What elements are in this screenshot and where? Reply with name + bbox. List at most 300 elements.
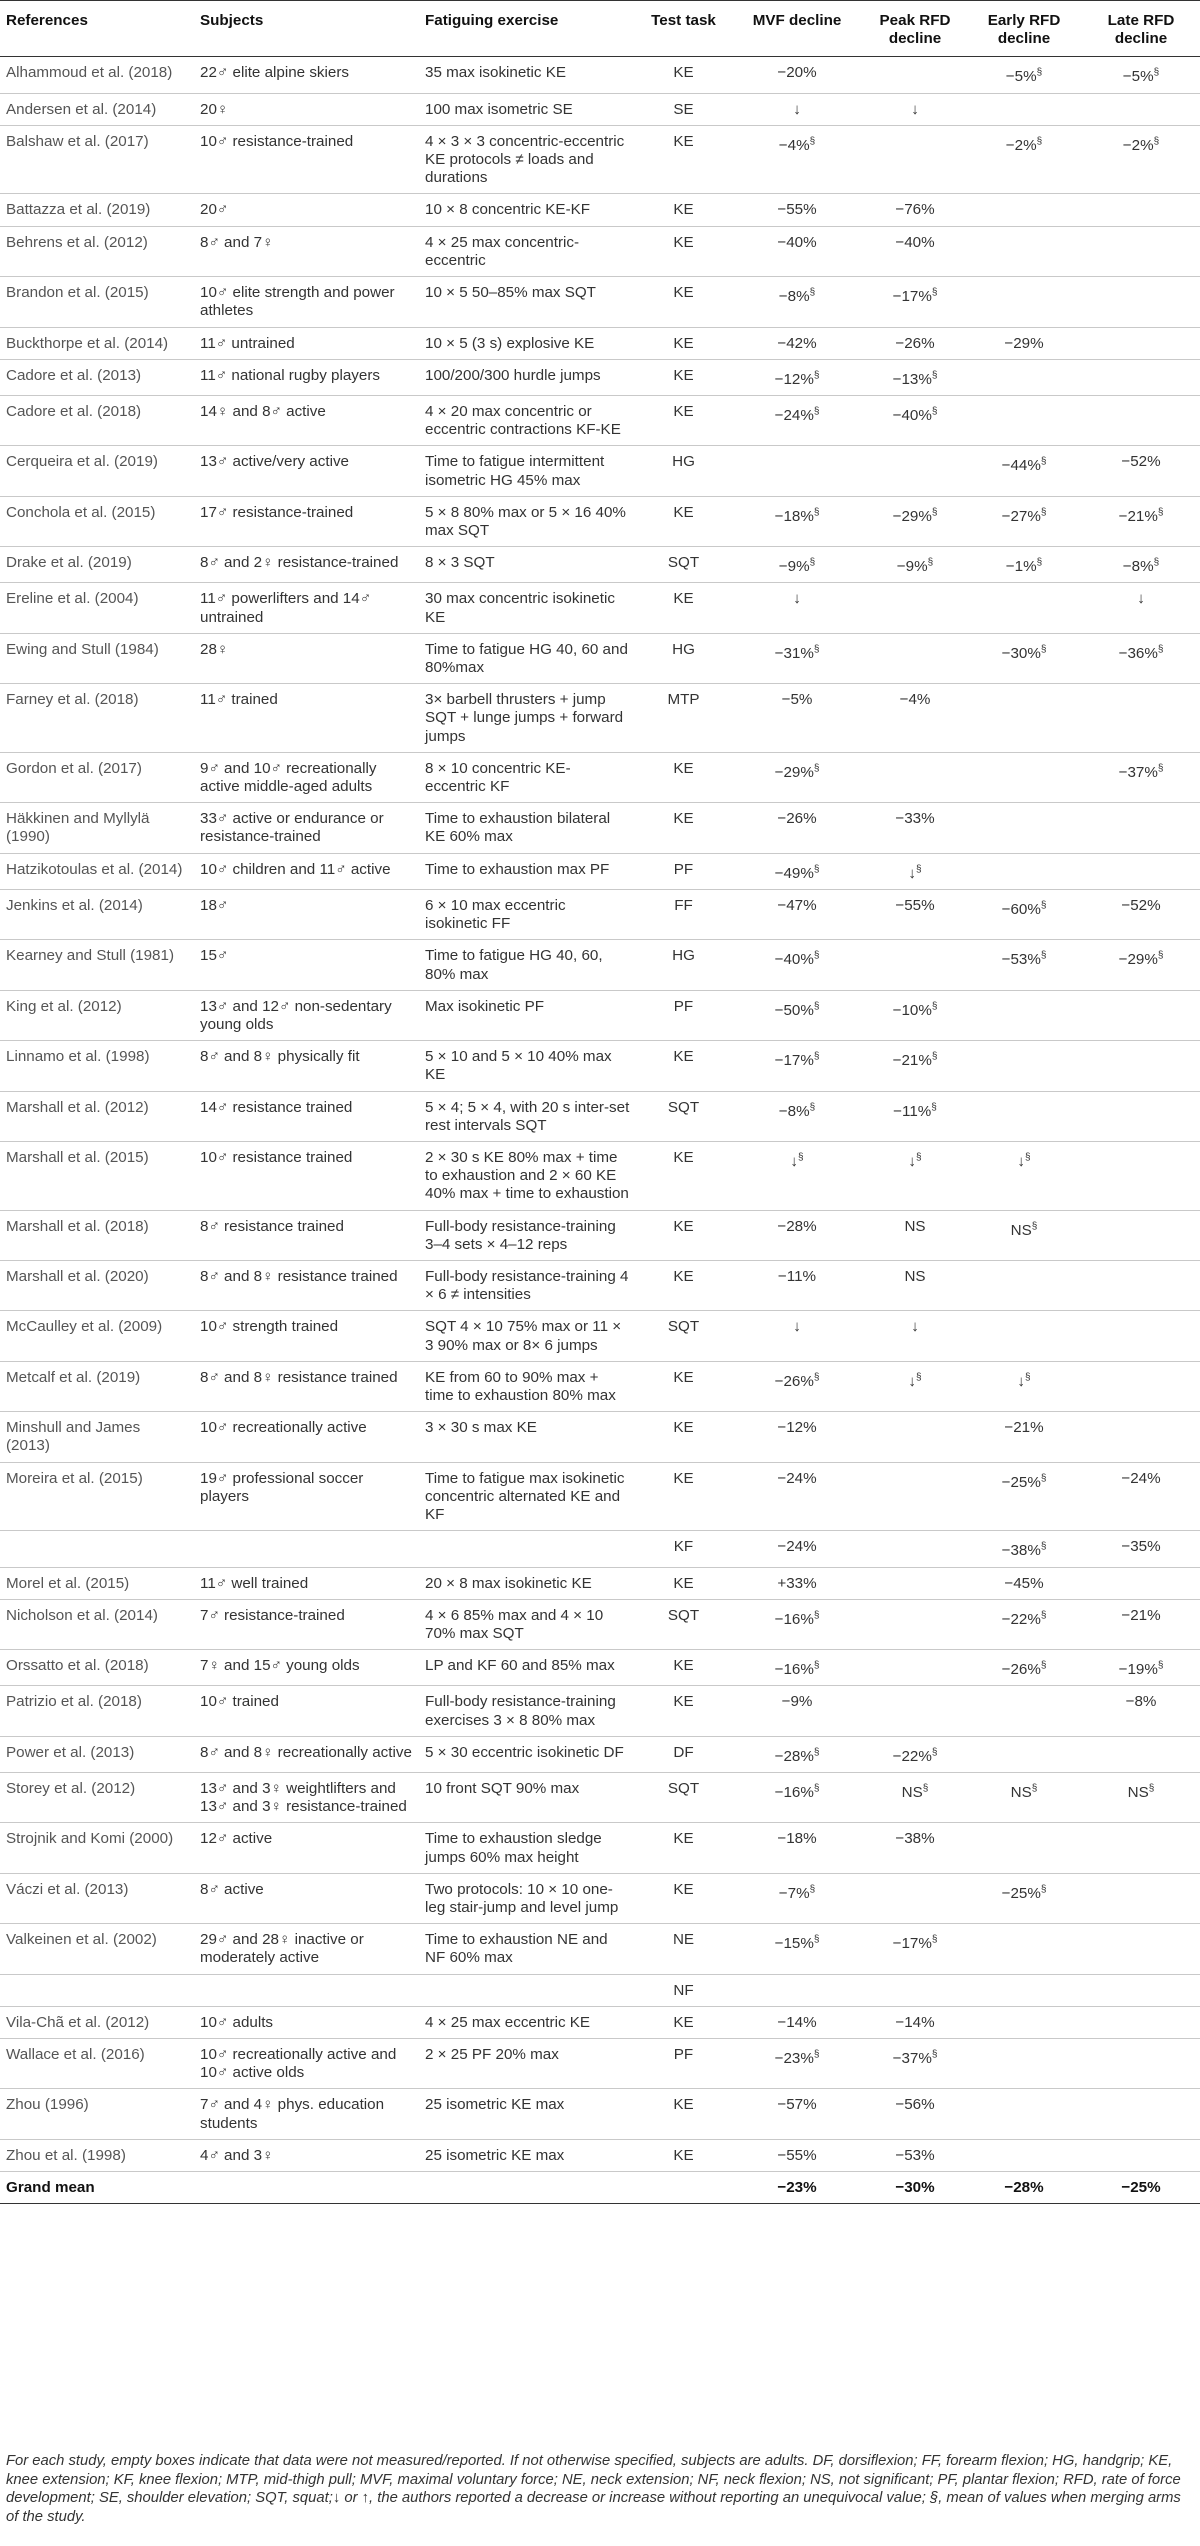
exercise-cell: 2 × 30 s KE 80% max + time to exhaustion and 2 × 60 KE 40% max + time to exhaustion [419,1141,637,1210]
reference-cell: Marshall et al. (2015) [0,1141,194,1210]
subjects-cell: 13♂ active/very active [194,446,419,496]
peak-rfd-cell: −11%§ [864,1091,966,1141]
exercise-cell: 6 × 10 max eccentric isokinetic FF [419,889,637,939]
task-cell: KE [637,1650,730,1686]
subjects-cell: 14♂ resistance trained [194,1091,419,1141]
exercise-cell: 20 × 8 max isokinetic KE [419,1567,637,1599]
reference-cell: Power et al. (2013) [0,1736,194,1772]
early-rfd-cell [966,359,1082,395]
mvf-cell: −4%§ [730,125,864,194]
header-late: Late RFD decline [1082,1,1200,57]
reference-cell: Conchola et al. (2015) [0,496,194,546]
reference-cell: Cadore et al. (2018) [0,395,194,445]
task-cell: KE [637,1686,730,1736]
task-cell: KE [637,395,730,445]
mvf-cell: −9% [730,1686,864,1736]
reference-cell: Linnamo et al. (1998) [0,1041,194,1091]
reference-cell: Minshull and James (2013) [0,1412,194,1462]
late-rfd-cell [1082,359,1200,395]
table-row [0,2039,1200,2089]
peak-rfd-cell: −17%§ [864,1924,966,1974]
early-rfd-cell: −53%§ [966,940,1082,990]
exercise-cell: 100 max isometric SE [419,93,637,125]
table-row [0,496,1200,546]
table-row [0,583,1200,633]
subjects-cell: 11♂ powerlifters and 14♂ untrained [194,583,419,633]
table-row [0,1210,1200,1260]
reference-cell: Häkkinen and Myllylä (1990) [0,803,194,853]
task-cell: SQT [637,1599,730,1649]
late-rfd-cell [1082,684,1200,753]
task-cell: KE [637,1041,730,1091]
header-early: Early RFD decline [966,1,1082,57]
peak-rfd-cell: ↓ [864,93,966,125]
subjects-cell: 18♂ [194,889,419,939]
header-subjects: Subjects [194,1,419,57]
early-rfd-cell [966,277,1082,327]
subjects-cell: 8♂ and 7♀ [194,226,419,276]
reference-cell: Wallace et al. (2016) [0,2039,194,2089]
subjects-cell: 28♀ [194,633,419,683]
table-row [0,853,1200,889]
table-row [0,93,1200,125]
exercise-cell: 25 isometric KE max [419,2139,637,2171]
reference-cell: Alhammoud et al. (2018) [0,57,194,93]
late-rfd-cell [1082,1974,1200,2006]
peak-rfd-cell [864,1599,966,1649]
peak-rfd-cell: −29%§ [864,496,966,546]
early-rfd-cell [966,1091,1082,1141]
early-rfd-cell: NS§ [966,1773,1082,1823]
peak-rfd-cell [864,446,966,496]
empty-cell [194,2172,419,2204]
task-cell: KE [637,57,730,93]
exercise-cell: 5 × 30 eccentric isokinetic DF [419,1736,637,1772]
task-cell: SE [637,93,730,125]
early-rfd-cell: −1%§ [966,547,1082,583]
exercise-cell: 3× barbell thrusters + jump SQT + lunge jumps + forward jumps [419,684,637,753]
peak-rfd-cell: −9%§ [864,547,966,583]
late-rfd-cell: NS§ [1082,1773,1200,1823]
mvf-cell: −49%§ [730,853,864,889]
exercise-cell: Full-body resistance-training 4 × 6 ≠ intensities [419,1261,637,1311]
exercise-cell: 25 isometric KE max [419,2089,637,2139]
reference-cell: King et al. (2012) [0,990,194,1040]
late-rfd-cell [1082,1823,1200,1873]
late-rfd-cell [1082,1261,1200,1311]
subjects-cell: 10♂ resistance trained [194,1141,419,1210]
task-cell: SQT [637,1773,730,1823]
late-rfd-cell: −5%§ [1082,57,1200,93]
exercise-cell: 10 front SQT 90% max [419,1773,637,1823]
task-cell: KE [637,194,730,226]
table-row [0,1873,1200,1923]
mvf-cell: −16%§ [730,1599,864,1649]
task-cell: KE [637,803,730,853]
mvf-cell: ↓§ [730,1141,864,1210]
table-row [0,2089,1200,2139]
table-row [0,547,1200,583]
subjects-cell: 8♂ and 8♀ resistance trained [194,1361,419,1411]
late-rfd-cell: −19%§ [1082,1650,1200,1686]
mvf-cell: −11% [730,1261,864,1311]
late-rfd-cell [1082,1412,1200,1462]
late-rfd-cell [1082,93,1200,125]
grand-mean-late: −25% [1082,2172,1200,2204]
mvf-cell: −24%§ [730,395,864,445]
reference-cell: Zhou et al. (1998) [0,2139,194,2171]
early-rfd-cell [966,1261,1082,1311]
table-row [0,1311,1200,1361]
late-rfd-cell: −24% [1082,1462,1200,1531]
early-rfd-cell [966,583,1082,633]
subjects-cell: 8♂ and 8♀ resistance trained [194,1261,419,1311]
task-cell: KE [637,1567,730,1599]
late-rfd-cell: −2%§ [1082,125,1200,194]
mvf-cell: −26%§ [730,1361,864,1411]
peak-rfd-cell [864,1974,966,2006]
task-cell: KE [637,583,730,633]
reference-cell: Marshall et al. (2012) [0,1091,194,1141]
early-rfd-cell [966,395,1082,445]
reference-cell: Patrizio et al. (2018) [0,1686,194,1736]
table-row [0,990,1200,1040]
late-rfd-cell [1082,2039,1200,2089]
early-rfd-cell: NS§ [966,1210,1082,1260]
peak-rfd-cell [864,57,966,93]
subjects-cell: 10♂ resistance-trained [194,125,419,194]
table-row [0,226,1200,276]
table-row [0,1567,1200,1599]
reference-cell: Morel et al. (2015) [0,1567,194,1599]
early-rfd-cell [966,2089,1082,2139]
peak-rfd-cell: ↓§ [864,1141,966,1210]
table-row [0,277,1200,327]
task-cell: KE [637,226,730,276]
task-cell: NF [637,1974,730,2006]
exercise-cell: 8 × 10 concentric KE-eccentric KF [419,752,637,802]
peak-rfd-cell: −26% [864,327,966,359]
late-rfd-cell [1082,395,1200,445]
early-rfd-cell: −21% [966,1412,1082,1462]
reference-cell: Hatzikotoulas et al. (2014) [0,853,194,889]
reference-cell: Jenkins et al. (2014) [0,889,194,939]
early-rfd-cell [966,684,1082,753]
mvf-cell: −26% [730,803,864,853]
mvf-cell: −8%§ [730,277,864,327]
reference-cell: Behrens et al. (2012) [0,226,194,276]
mvf-cell: −42% [730,327,864,359]
grand-mean-row [0,2172,1200,2204]
task-cell: MTP [637,684,730,753]
late-rfd-cell [1082,853,1200,889]
peak-rfd-cell: ↓ [864,1311,966,1361]
subjects-cell: 8♂ active [194,1873,419,1923]
early-rfd-cell [966,1041,1082,1091]
task-cell: SQT [637,1091,730,1141]
peak-rfd-cell [864,940,966,990]
mvf-cell: −20% [730,57,864,93]
mvf-cell: −50%§ [730,990,864,1040]
late-rfd-cell: −35% [1082,1531,1200,1567]
subjects-cell: 10♂ trained [194,1686,419,1736]
table-row [0,1686,1200,1736]
exercise-cell: 5 × 4; 5 × 4, with 20 s inter-set rest intervals SQT [419,1091,637,1141]
exercise-cell: 5 × 8 80% max or 5 × 16 40% max SQT [419,496,637,546]
early-rfd-cell: −38%§ [966,1531,1082,1567]
subjects-cell: 7♂ and 4♀ phys. education students [194,2089,419,2139]
peak-rfd-cell: −76% [864,194,966,226]
mvf-cell: −12% [730,1412,864,1462]
table-row [0,940,1200,990]
exercise-cell [419,1974,637,2006]
exercise-cell: 10 × 5 50–85% max SQT [419,277,637,327]
header-task: Test task [637,1,730,57]
table-row [0,633,1200,683]
peak-rfd-cell [864,633,966,683]
early-rfd-cell: −27%§ [966,496,1082,546]
exercise-cell: Time to exhaustion bilateral KE 60% max [419,803,637,853]
early-rfd-cell [966,853,1082,889]
subjects-cell: 12♂ active [194,1823,419,1873]
table-row [0,359,1200,395]
mvf-cell: −12%§ [730,359,864,395]
task-cell: KE [637,752,730,802]
reference-cell: Drake et al. (2019) [0,547,194,583]
subjects-cell: 10♂ children and 11♂ active [194,853,419,889]
table-row [0,1924,1200,1974]
early-rfd-cell: −45% [966,1567,1082,1599]
subjects-cell: 8♂ and 2♀ resistance-trained [194,547,419,583]
task-cell: PF [637,853,730,889]
mvf-cell: ↓ [730,93,864,125]
table-header [0,1,1200,57]
subjects-cell: 11♂ well trained [194,1567,419,1599]
peak-rfd-cell: −13%§ [864,359,966,395]
exercise-cell: Time to exhaustion sledge jumps 60% max height [419,1823,637,1873]
peak-rfd-cell: NS [864,1261,966,1311]
exercise-cell: 100/200/300 hurdle jumps [419,359,637,395]
early-rfd-cell [966,1823,1082,1873]
subjects-cell: 9♂ and 10♂ recreationally active middle-aged adults [194,752,419,802]
reference-cell: Cadore et al. (2013) [0,359,194,395]
mvf-cell: −24% [730,1531,864,1567]
subjects-cell: 10♂ strength trained [194,1311,419,1361]
task-cell: KE [637,327,730,359]
table-row [0,1531,1200,1567]
subjects-cell: 11♂ national rugby players [194,359,419,395]
reference-cell: Váczi et al. (2013) [0,1873,194,1923]
early-rfd-cell [966,990,1082,1040]
reference-cell: Moreira et al. (2015) [0,1462,194,1531]
exercise-cell [419,1531,637,1567]
table-row [0,1773,1200,1823]
grand-mean-mvf: −23% [730,2172,864,2204]
reference-cell: Valkeinen et al. (2002) [0,1924,194,1974]
subjects-cell: 7♂ resistance-trained [194,1599,419,1649]
mvf-cell: −5% [730,684,864,753]
mvf-cell [730,1974,864,2006]
reference-cell: Buckthorpe et al. (2014) [0,327,194,359]
header-mvf: MVF decline [730,1,864,57]
task-cell: KE [637,359,730,395]
reference-cell: Ewing and Stull (1984) [0,633,194,683]
mvf-cell: −47% [730,889,864,939]
exercise-cell: 10 × 5 (3 s) explosive KE [419,327,637,359]
late-rfd-cell [1082,1873,1200,1923]
table-row [0,1974,1200,2006]
subjects-cell [194,1531,419,1567]
exercise-cell: 8 × 3 SQT [419,547,637,583]
subjects-cell: 14♀ and 8♂ active [194,395,419,445]
peak-rfd-cell: −22%§ [864,1736,966,1772]
task-cell: KE [637,1361,730,1411]
mvf-cell: −16%§ [730,1773,864,1823]
table-row [0,752,1200,802]
subjects-cell: 13♂ and 12♂ non-sedentary young olds [194,990,419,1040]
task-cell: NE [637,1924,730,1974]
peak-rfd-cell [864,1567,966,1599]
subjects-cell: 8♂ and 8♀ physically fit [194,1041,419,1091]
subjects-cell: 11♂ untrained [194,327,419,359]
early-rfd-cell [966,803,1082,853]
mvf-cell: −31%§ [730,633,864,683]
task-cell: KE [637,1261,730,1311]
late-rfd-cell [1082,2006,1200,2038]
late-rfd-cell [1082,1567,1200,1599]
subjects-cell: 20♀ [194,93,419,125]
early-rfd-cell [966,2039,1082,2089]
late-rfd-cell [1082,2139,1200,2171]
peak-rfd-cell: −56% [864,2089,966,2139]
early-rfd-cell: −25%§ [966,1462,1082,1531]
table-row [0,395,1200,445]
early-rfd-cell: −44%§ [966,446,1082,496]
early-rfd-cell: −29% [966,327,1082,359]
peak-rfd-cell: NS§ [864,1773,966,1823]
late-rfd-cell [1082,2089,1200,2139]
mvf-cell: −28%§ [730,1736,864,1772]
early-rfd-cell: −26%§ [966,1650,1082,1686]
late-rfd-cell: −52% [1082,889,1200,939]
task-cell: KE [637,1141,730,1210]
reference-cell: Balshaw et al. (2017) [0,125,194,194]
task-cell: KE [637,1823,730,1873]
early-rfd-cell [966,1924,1082,1974]
grand-mean-early: −28% [966,2172,1082,2204]
early-rfd-cell [966,2006,1082,2038]
mvf-cell: −40% [730,226,864,276]
table-row [0,1650,1200,1686]
late-rfd-cell [1082,803,1200,853]
reference-cell: Andersen et al. (2014) [0,93,194,125]
late-rfd-cell [1082,1210,1200,1260]
table-row [0,1361,1200,1411]
subjects-cell: 7♀ and 15♂ young olds [194,1650,419,1686]
table-row [0,1599,1200,1649]
reference-cell: Metcalf et al. (2019) [0,1361,194,1411]
peak-rfd-cell [864,125,966,194]
task-cell: KE [637,277,730,327]
late-rfd-cell [1082,990,1200,1040]
subjects-cell: 33♂ active or endurance or resistance-trained [194,803,419,853]
subjects-cell: 10♂ recreationally active and 10♂ active olds [194,2039,419,2089]
task-cell: KE [637,1873,730,1923]
mvf-cell: −24% [730,1462,864,1531]
exercise-cell: 35 max isokinetic KE [419,57,637,93]
task-cell: KE [637,2139,730,2171]
subjects-cell: 19♂ professional soccer players [194,1462,419,1531]
early-rfd-cell [966,2139,1082,2171]
peak-rfd-cell [864,583,966,633]
table-row [0,803,1200,853]
table-row [0,1736,1200,1772]
reference-cell: Strojnik and Komi (2000) [0,1823,194,1873]
exercise-cell: 4 × 25 max concentric-eccentric [419,226,637,276]
exercise-cell: 30 max concentric isokinetic KE [419,583,637,633]
empty-cell [419,2172,637,2204]
exercise-cell: Full-body resistance-training 3–4 sets × 4–12 reps [419,1210,637,1260]
table-row [0,327,1200,359]
mvf-cell [730,446,864,496]
late-rfd-cell [1082,1736,1200,1772]
subjects-cell [194,1974,419,2006]
early-rfd-cell: −60%§ [966,889,1082,939]
mvf-cell: −23%§ [730,2039,864,2089]
peak-rfd-cell [864,1531,966,1567]
peak-rfd-cell [864,1686,966,1736]
reference-cell: Battazza et al. (2019) [0,194,194,226]
reference-cell: McCaulley et al. (2009) [0,1311,194,1361]
exercise-cell: 4 × 3 × 3 concentric-eccentric KE protocols ≠ loads and durations [419,125,637,194]
exercise-cell: Time to fatigue HG 40, 60, 80% max [419,940,637,990]
task-cell: SQT [637,547,730,583]
exercise-cell: 4 × 25 max eccentric KE [419,2006,637,2038]
reference-cell: Farney et al. (2018) [0,684,194,753]
peak-rfd-cell: −40% [864,226,966,276]
early-rfd-cell [966,226,1082,276]
subjects-cell: 8♂ resistance trained [194,1210,419,1260]
mvf-cell: ↓ [730,583,864,633]
mvf-cell: −9%§ [730,547,864,583]
early-rfd-cell: −22%§ [966,1599,1082,1649]
peak-rfd-cell: −53% [864,2139,966,2171]
reference-cell: Zhou (1996) [0,2089,194,2139]
late-rfd-cell [1082,1311,1200,1361]
peak-rfd-cell [864,752,966,802]
grand-mean-label: Grand mean [0,2172,194,2204]
early-rfd-cell: ↓§ [966,1141,1082,1210]
early-rfd-cell [966,1311,1082,1361]
exercise-cell: Two protocols: 10 × 10 one-leg stair-jump and level jump [419,1873,637,1923]
task-cell: KF [637,1531,730,1567]
task-cell: KE [637,2006,730,2038]
task-cell: HG [637,633,730,683]
table-row [0,446,1200,496]
task-cell: SQT [637,1311,730,1361]
mvf-cell: −28% [730,1210,864,1260]
subjects-cell: 29♂ and 28♀ inactive or moderately active [194,1924,419,1974]
table-row [0,1141,1200,1210]
table-body [0,57,1200,2204]
exercise-cell: 5 × 10 and 5 × 10 40% max KE [419,1041,637,1091]
exercise-cell: Time to exhaustion NE and NF 60% max [419,1924,637,1974]
late-rfd-cell: −21% [1082,1599,1200,1649]
subjects-cell: 17♂ resistance-trained [194,496,419,546]
subjects-cell: 8♂ and 8♀ recreationally active [194,1736,419,1772]
early-rfd-cell [966,1974,1082,2006]
peak-rfd-cell: −21%§ [864,1041,966,1091]
